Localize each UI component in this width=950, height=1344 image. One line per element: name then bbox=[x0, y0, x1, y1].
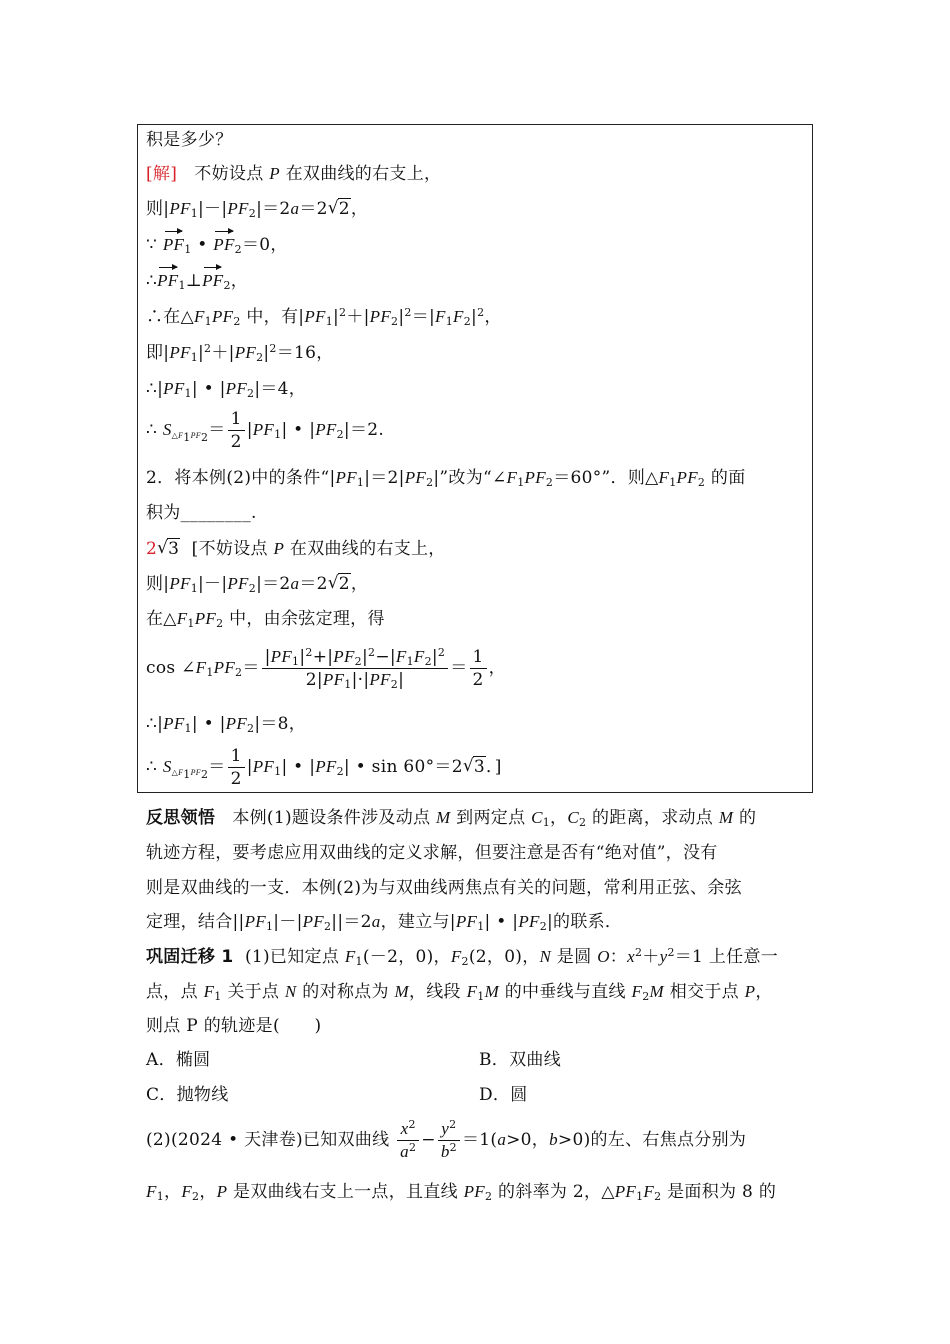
answer-line-4: $\cos \angle F_1PF_2=$ $\frac{|PF_1|^2+|PF_2|^2-|F_1F_2|^2}{2|PF_1|\cdot|PF_2|}$ ＝ $\frac{1}{2}$ ， bbox=[146, 646, 506, 691]
answer-line-2: 则$|PF_1|-|PF_2|=2a=2√$ 2， bbox=[146, 573, 368, 595]
box-line-5: $\therefore PF_1\perp PF_2$， bbox=[146, 271, 249, 292]
answer-line-1: 2√ 3 [不妨设点 P 在双曲线的右支上， bbox=[146, 538, 446, 560]
practice-line-3: 则点 P 的轨迹是( ) bbox=[146, 1016, 322, 1036]
practice-2-line-2: $F_1$，$F_2$，P 是双曲线右支上一点，且直线 $PF_2$ 的斜率为 2，$\triangle PF_1F_2$ 是面积为 8 的 bbox=[146, 1182, 777, 1203]
box-line-2-text: 不妨设点 P 在双曲线的右支上， bbox=[182, 164, 442, 184]
option-c[interactable]: C．抛物线 bbox=[146, 1085, 229, 1105]
practice-2-line-1: (2)(2024 • 天津卷)已知双曲线 $\frac{x^2}{a^2}$ − $\frac{y^2}{b^2}$ ＝1(a>0，b>0)的左、右焦点分别为 bbox=[146, 1118, 747, 1161]
practice-label: 巩固迁移 1 bbox=[146, 947, 234, 967]
box-line-9: ∴ $S_{\triangle F_1PF_2}=$ $\frac{1}{2}$ $|PF_1|$ • $|PF_2|=2$. bbox=[146, 409, 385, 452]
question-2-line-2: 积为________. bbox=[146, 503, 257, 523]
answer-line-3: 在$\triangle F_1PF_2$ 中，由余弦定理，得 bbox=[146, 609, 385, 630]
solution-box bbox=[137, 124, 813, 793]
reflect-line-2: 轨迹方程，要考虑应用双曲线的定义求解，但要注意是否有“绝对值”，没有 bbox=[146, 843, 718, 863]
solution-tag: [解] bbox=[146, 164, 178, 184]
box-line-3: 则$|PF_1|-|PF_2|=2a=2√$ 2， bbox=[146, 198, 368, 220]
option-d[interactable]: D．圆 bbox=[479, 1085, 528, 1105]
practice-line-2: 点，点 $F_1$ 关于点 N 的对称点为 M，线段 $F_1M$ 的中垂线与直线 $F_2M$ 相交于点 P， bbox=[146, 982, 773, 1003]
box-line-2 bbox=[146, 163, 441, 185]
option-a[interactable]: A．椭圆 bbox=[146, 1050, 211, 1070]
reflect-line-3: 则是双曲线的一支．本例(2)为与双曲线两焦点有关的问题，常利用正弦、余弦 bbox=[146, 878, 742, 898]
box-line-1: 积是多少？ bbox=[146, 130, 233, 150]
option-b[interactable]: B．双曲线 bbox=[479, 1050, 561, 1070]
box-line-8: $\therefore|PF_1|$ • $|PF_2|=4$， bbox=[146, 379, 307, 400]
reflect-line-1: 反思领悟 本例(1)题设条件涉及动点 M 到两定点 $C_1$，$C_2$ 的距离，求动点 M 的 bbox=[146, 808, 757, 829]
answer-value: 2√ 3 bbox=[146, 539, 180, 559]
reflect-label: 反思领悟 bbox=[146, 808, 216, 828]
answer-line-5: $\therefore|PF_1|$ • $|PF_2|=8$， bbox=[146, 714, 307, 735]
question-2-line-1: 2．将本例(2)中的条件“$|PF_1|=2|PF_2|$”改为“$\angle F_1PF_2=60^\circ$”．则$\triangle F_1PF_2$ 的面 bbox=[146, 468, 746, 489]
box-line-4: ∵ $PF_1$ • $PF_2=0$， bbox=[146, 235, 288, 256]
box-line-7: 即$|PF_1|^2+|PF_2|^2=16$， bbox=[146, 342, 334, 364]
reflect-line-4: 定理，结合$||PF_1|-|PF_2||=2a$，建立与$|PF_1|$ • $|PF_2|$的联系． bbox=[146, 912, 623, 933]
box-line-6: ∴在$\triangle F_1PF_2$ 中，有$|PF_1|^2+|PF_2|^2=|F_1F_2|^2$， bbox=[146, 306, 502, 328]
answer-line-6: ∴ $S_{\triangle F_1PF_2}=$ $\frac{1}{2}$ $|PF_1|$ • $|PF_2|$ • sin 60°＝2√ 3．] bbox=[146, 745, 502, 790]
practice-line-1: 巩固迁移 1 (1)已知定点 $F_1(-2$，0)，$F_2(2$，0)，N 是圆 O：$x^2+y^2=1$ 上任意一 bbox=[146, 946, 779, 968]
